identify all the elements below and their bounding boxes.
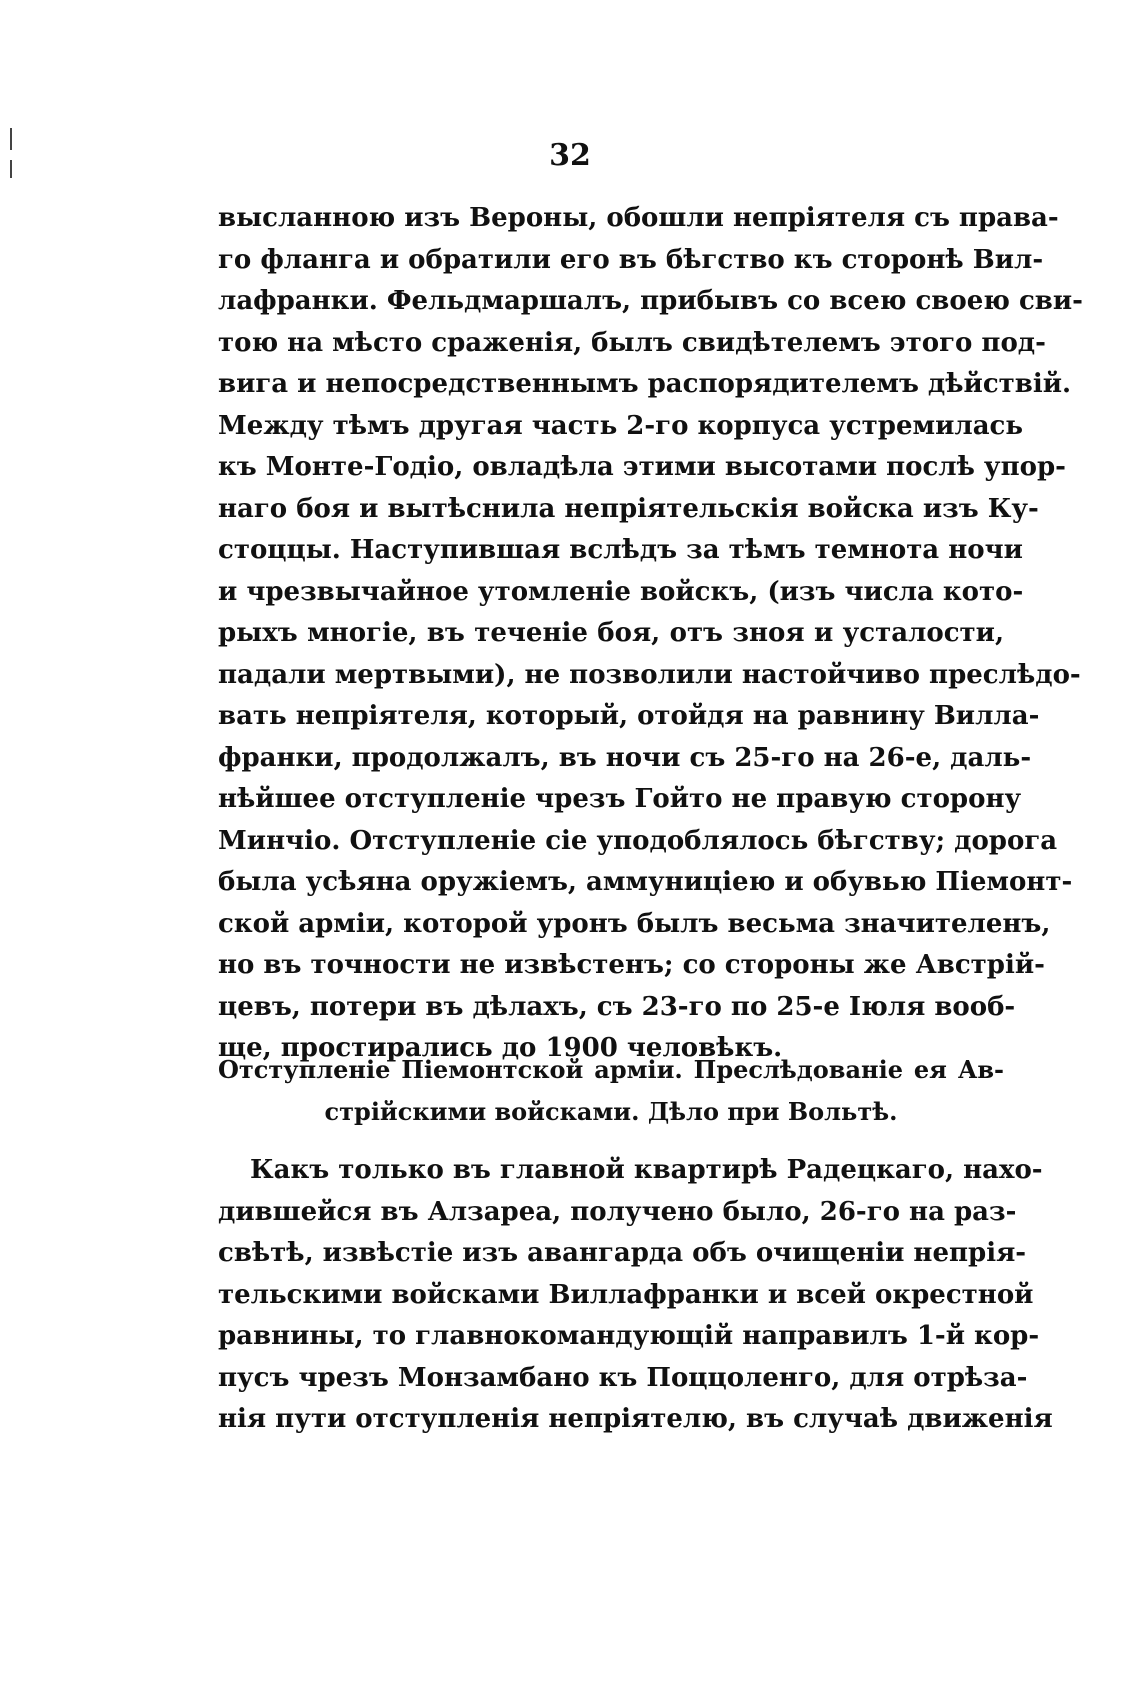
text-line: нѣйшее отступленіе чрезъ Гойто не правую сторону (218, 784, 1022, 814)
text-line: вига и непосредственнымъ распорядителемъ дѣйствій. (218, 369, 1072, 399)
text-line: лафранки. Фельдмаршалъ, прибывъ со всею своею сви- (218, 286, 1083, 316)
text-line: стоццы. Наступившая вслѣдъ за тѣмъ темнота ночи (218, 535, 1023, 565)
text-line: цевъ, потери въ дѣлахъ, съ 23-го по 25-е Іюля вооб- (218, 991, 1016, 1022)
text-line: равнины, то главнокомандующій направилъ 1-й кор- (218, 1321, 1040, 1351)
text-line: Какъ только въ главной квартирѣ Радецкаго, нахо- (250, 1155, 1043, 1185)
section-heading (218, 1050, 1004, 1133)
text-line: падали мертвыми), не позволили настойчиво преслѣдо- (218, 659, 1081, 690)
text-line: Между тѣмъ другая часть 2-го корпуса устремилась (218, 410, 1024, 441)
text-line: ще, простирались до 1900 человѣкъ. (218, 1033, 783, 1063)
text-line: тою на мѣсто сраженія, былъ свидѣтелемъ этого под- (218, 327, 1046, 358)
body-paragraph-2 (218, 1150, 1053, 1441)
text-line: но въ точности не извѣстенъ; со стороны же Австрій- (218, 950, 1045, 980)
text-line: ской арміи, которой уронъ былъ весьма значителенъ, (218, 908, 1051, 939)
text-line: го фланга и обратили его въ бѣгство къ сторонѣ Вил- (218, 244, 1044, 275)
text-line: тельскими войсками Виллафранки и всей окрестной (218, 1279, 1034, 1310)
text-line: вать непріятеля, который, отойдя на равнину Вилла- (218, 701, 1040, 731)
text-line: дившейся въ Алзареа, получено было, 26-го на раз- (218, 1196, 1017, 1227)
page-number: 32 (549, 138, 591, 173)
text-line: рыхъ многіе, въ теченіе боя, отъ зноя и усталости, (218, 618, 1004, 648)
text-line: свѣтѣ, извѣстіе изъ авангарда объ очищеніи непрія- (218, 1238, 1027, 1268)
heading-line: Отступленіе Піемонтской арміи. Преслѣдованіе ея Ав- (218, 1055, 1004, 1084)
text-line: наго боя и вытѣснила непріятельскія войска изъ Ку- (218, 493, 1039, 524)
text-line: пусъ чрезъ Монзамбано къ Поццоленго, для отрѣза- (218, 1362, 1028, 1393)
text-line: къ Монте-Годіо, овладѣла этими высотами послѣ упор- (218, 452, 1066, 482)
heading-line: стрійскими войсками. Дѣло при Вольтѣ. (324, 1096, 898, 1126)
text-line: франки, продолжалъ, въ ночи съ 25-го на 26-е, даль- (218, 742, 1032, 773)
text-line: нія пути отступленія непріятелю, въ случаѣ движенія (218, 1404, 1053, 1434)
text-line: была усѣяна оружіемъ, аммуниціею и обувью Піемонт- (218, 867, 1073, 897)
text-line: Минчіо. Отступленіе сіе уподоблялось бѣгству; дорога (218, 825, 1058, 856)
text-line: высланною изъ Вероны, обошли непріятеля съ права- (218, 203, 1059, 233)
body-paragraph-1 (218, 198, 1083, 1070)
text-line: и чрезвычайное утомленіе войскъ, (изъ числа кото- (218, 576, 1024, 607)
